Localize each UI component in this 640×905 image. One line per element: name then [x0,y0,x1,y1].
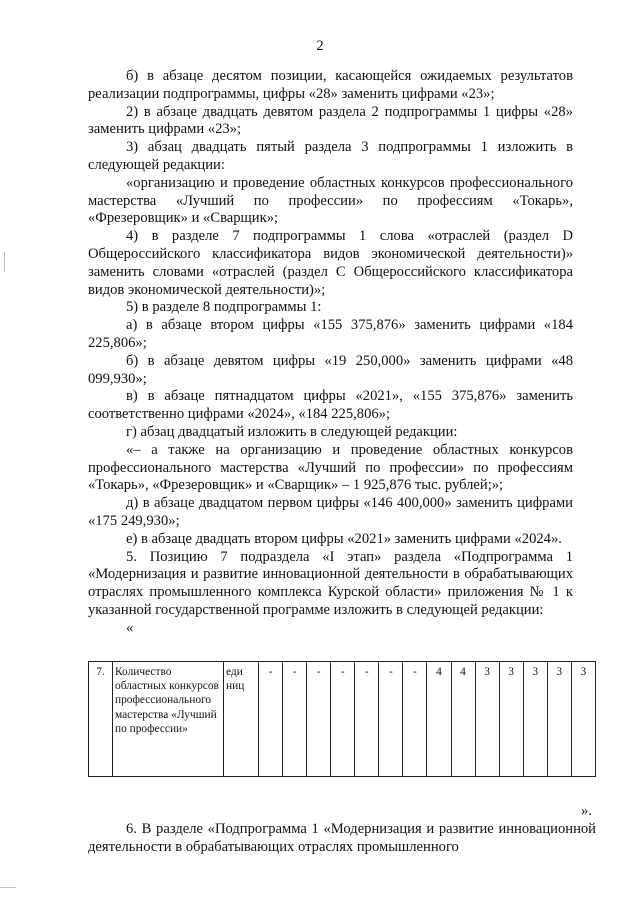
paragraph-section-6: 6. В разделе «Подпрограмма 1 «Модернизация и развитие инновационной деятельности в обрабатывающих отраслях промышленного [88,821,596,855]
value-cell: - [259,662,283,777]
open-quote: « [126,619,134,636]
paragraph-2: 2) в абзаце двадцать девятом раздела 2 подпрограммы 1 цифры «28» заменить цифрами «23»; [88,103,573,138]
scan-artifact [4,252,5,272]
paragraph-5d: д) в абзаце двадцатом первом цифры «146 400,000» заменить цифрами «175 249,930»; [88,495,573,529]
paragraph-4: 4) в разделе 7 подпрограммы 1 слова «отраслей (раздел D Общероссийского классификатора видов экономической деятельности)» заменить словами «отраслей (раздел С Общероссийского классификатора видов экономической деятельности)»; [88,228,573,298]
value-cell: 4 [427,662,451,777]
paragraph-5: 5) в разделе 8 подпрограммы 1: [126,299,322,316]
paragraph-3: 3) абзац двадцать пятый раздела 3 подпрограммы 1 изложить в следующей редакции: [88,139,573,173]
value-cell: 3 [523,662,547,777]
value-cell: - [307,662,331,777]
value-cell: 3 [499,662,523,777]
indicator-name: Количество областных конкурсов профессионального мастерства «Лучший по профессии» [113,662,224,777]
paragraph-5b: б) в абзаце девятом цифры «19 250,000» заменить цифрами «48 099,930»; [88,352,573,387]
value-cell: - [331,662,355,777]
paragraph-1b: б) в абзаце десятом позиции, касающейся ожидаемых результатов реализации подпрограммы, цифры «28» заменить цифрами «23»; [88,68,573,102]
row-number: 7. [89,662,113,777]
position-table [88,661,596,777]
section-6-text [88,821,596,857]
paragraph-5g-quote: «– а также на организацию и проведение областных конкурсов профессионального мастерства «Лучший по профессии» по профессиям «Токарь», «Фрезеровщик» и «Сварщик» – 1 925,876 тыс. рублей;»; [88,441,573,494]
close-quote: ». [581,803,592,819]
paragraph-5a: а) в абзаце втором цифры «155 375,876» заменить цифрами «184 225,806»; [88,317,573,351]
value-cell: - [355,662,379,777]
paragraph-5e: е) в абзаце двадцать втором цифры «2021» заменить цифрами «2024». [126,530,562,547]
value-cell: - [403,662,427,777]
value-cell: 4 [451,662,475,777]
position-table-wrap [88,661,596,777]
value-cell: 3 [475,662,499,777]
table-row [89,662,596,777]
paragraph-section-5: 5. Позицию 7 подраздела «I этап» раздела «Подпрограмма 1 «Модернизация и развитие инновационной деятельности в обрабатывающих отраслях промышленного комплекса Курской области» приложения № 1 к указанной государственной программе изложить в следующей редакции: [88,548,573,618]
unit-of-measure: еди ниц [224,662,259,777]
value-cell: - [283,662,307,777]
value-cell: 3 [547,662,571,777]
value-cell: - [379,662,403,777]
page-number: 2 [316,38,324,54]
scan-artifact [0,887,16,888]
paragraph-5v: в) в абзаце пятнадцатом цифры «2021», «155 375,876» заменить соответственно цифрами «2024», «184 225,806»; [88,388,573,423]
amendment-text [88,68,573,638]
value-cell: 3 [571,662,595,777]
paragraph-3-quote: «организацию и проведение областных конкурсов профессионального мастерства «Лучший по профессии» по профессиям «Токарь», «Фрезеровщик» и «Сварщик»; [88,174,573,227]
paragraph-5g: г) абзац двадцатый изложить в следующей редакции: [126,423,458,440]
